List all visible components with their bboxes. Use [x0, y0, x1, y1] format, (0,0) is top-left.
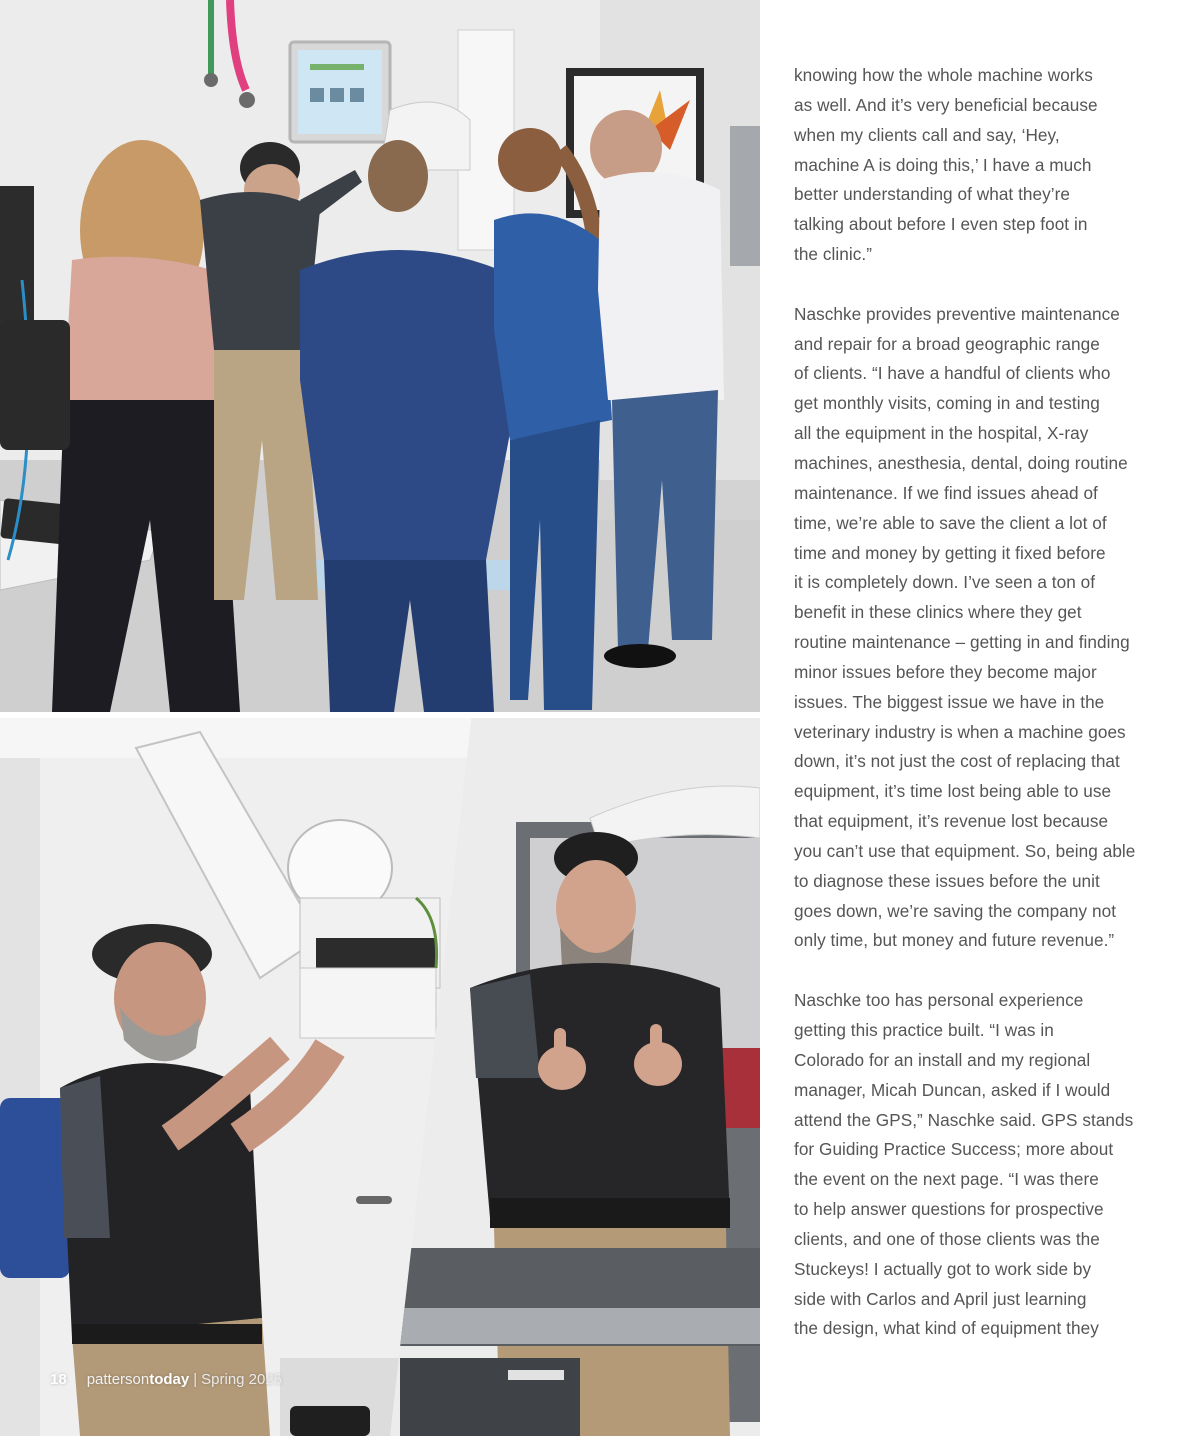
issue-date: Spring 2025 — [201, 1371, 283, 1388]
footer-separator: | — [193, 1371, 198, 1388]
article-line: Naschke provides preventive maintenance — [794, 303, 1120, 324]
article-line: talking about before I even step foot in — [794, 214, 1088, 235]
article-line: veterinary industry is when a machine goes — [794, 721, 1126, 742]
publication-name-light: patterson — [86, 1371, 150, 1388]
article-line: time, we’re able to save the client a lot of — [794, 512, 1107, 533]
article-body — [794, 61, 1154, 1344]
article-line: the design, what kind of equipment they — [794, 1318, 1099, 1339]
article-line: of clients. “I have a handful of clients who — [794, 363, 1111, 384]
article-line: clients, and one of those clients was the — [794, 1228, 1100, 1249]
article-line: manager, Micah Duncan, asked if I would — [794, 1079, 1111, 1100]
article-line: the event on the next page. “I was there — [794, 1169, 1099, 1190]
article-line: as well. And it’s very beneficial because — [794, 94, 1098, 115]
article-line: time and money by getting it fixed before — [794, 542, 1106, 563]
article-line: side with Carlos and April just learning — [794, 1288, 1087, 1309]
article-line: all the equipment in the hospital, X-ray — [794, 423, 1089, 444]
photo-group-at-xray-machine — [0, 0, 760, 712]
article-paragraph — [794, 61, 1154, 270]
page-number: 18 — [50, 1371, 67, 1388]
article-line: issues. The biggest issue we have in the — [794, 691, 1105, 712]
paragraph-gap — [794, 956, 1154, 986]
article-line: knowing how the whole machine works — [794, 65, 1093, 85]
article-line: to diagnose these issues before the unit — [794, 870, 1100, 891]
article-line: the clinic.” — [794, 244, 872, 265]
article-line: it is completely down. I’ve seen a ton of — [794, 572, 1096, 593]
article-line: goes down, we’re saving the company not — [794, 900, 1117, 921]
article-line: Naschke too has personal experience — [794, 990, 1084, 1011]
article-line: routine maintenance – getting in and finding — [794, 632, 1130, 653]
article-line: benefit in these clinics where they get — [794, 602, 1082, 623]
article-line: get monthly visits, coming in and testing — [794, 393, 1100, 414]
article-line: Stuckeys! I actually got to work side by — [794, 1258, 1092, 1279]
article-line: machines, anesthesia, dental, doing routine — [794, 452, 1128, 473]
article-line: better understanding of what they’re — [794, 184, 1071, 205]
article-line: getting this practice built. “I was in — [794, 1020, 1054, 1040]
article-line: down, it’s not just the cost of replacing that — [794, 751, 1120, 772]
article-paragraph — [794, 300, 1154, 957]
article-line: for Guiding Practice Success; more about — [794, 1139, 1114, 1160]
article-line: and repair for a broad geographic range — [794, 333, 1100, 354]
paragraph-gap — [794, 270, 1154, 300]
article-line: when my clients call and say, ‘Hey, — [794, 124, 1060, 145]
article-line: to help answer questions for prospective — [794, 1199, 1104, 1220]
article-line: maintenance. If we find issues ahead of — [794, 482, 1098, 503]
article-line: machine A is doing this,’ I have a much — [794, 154, 1092, 175]
article-line: that equipment, it’s revenue lost because — [794, 811, 1109, 832]
article-line: attend the GPS,” Naschke said. GPS stands — [794, 1109, 1134, 1130]
article-line: you can’t use that equipment. So, being able — [794, 840, 1136, 861]
page-footer — [50, 1371, 282, 1388]
article-line: equipment, it’s time lost being able to use — [794, 781, 1112, 802]
article-paragraph — [794, 986, 1154, 1344]
article-line: only time, but money and future revenue.” — [794, 930, 1115, 951]
article-line: Colorado for an install and my regional — [794, 1049, 1091, 1070]
publication-name-bold: today — [149, 1371, 190, 1388]
article-line: minor issues before they become major — [794, 661, 1097, 682]
